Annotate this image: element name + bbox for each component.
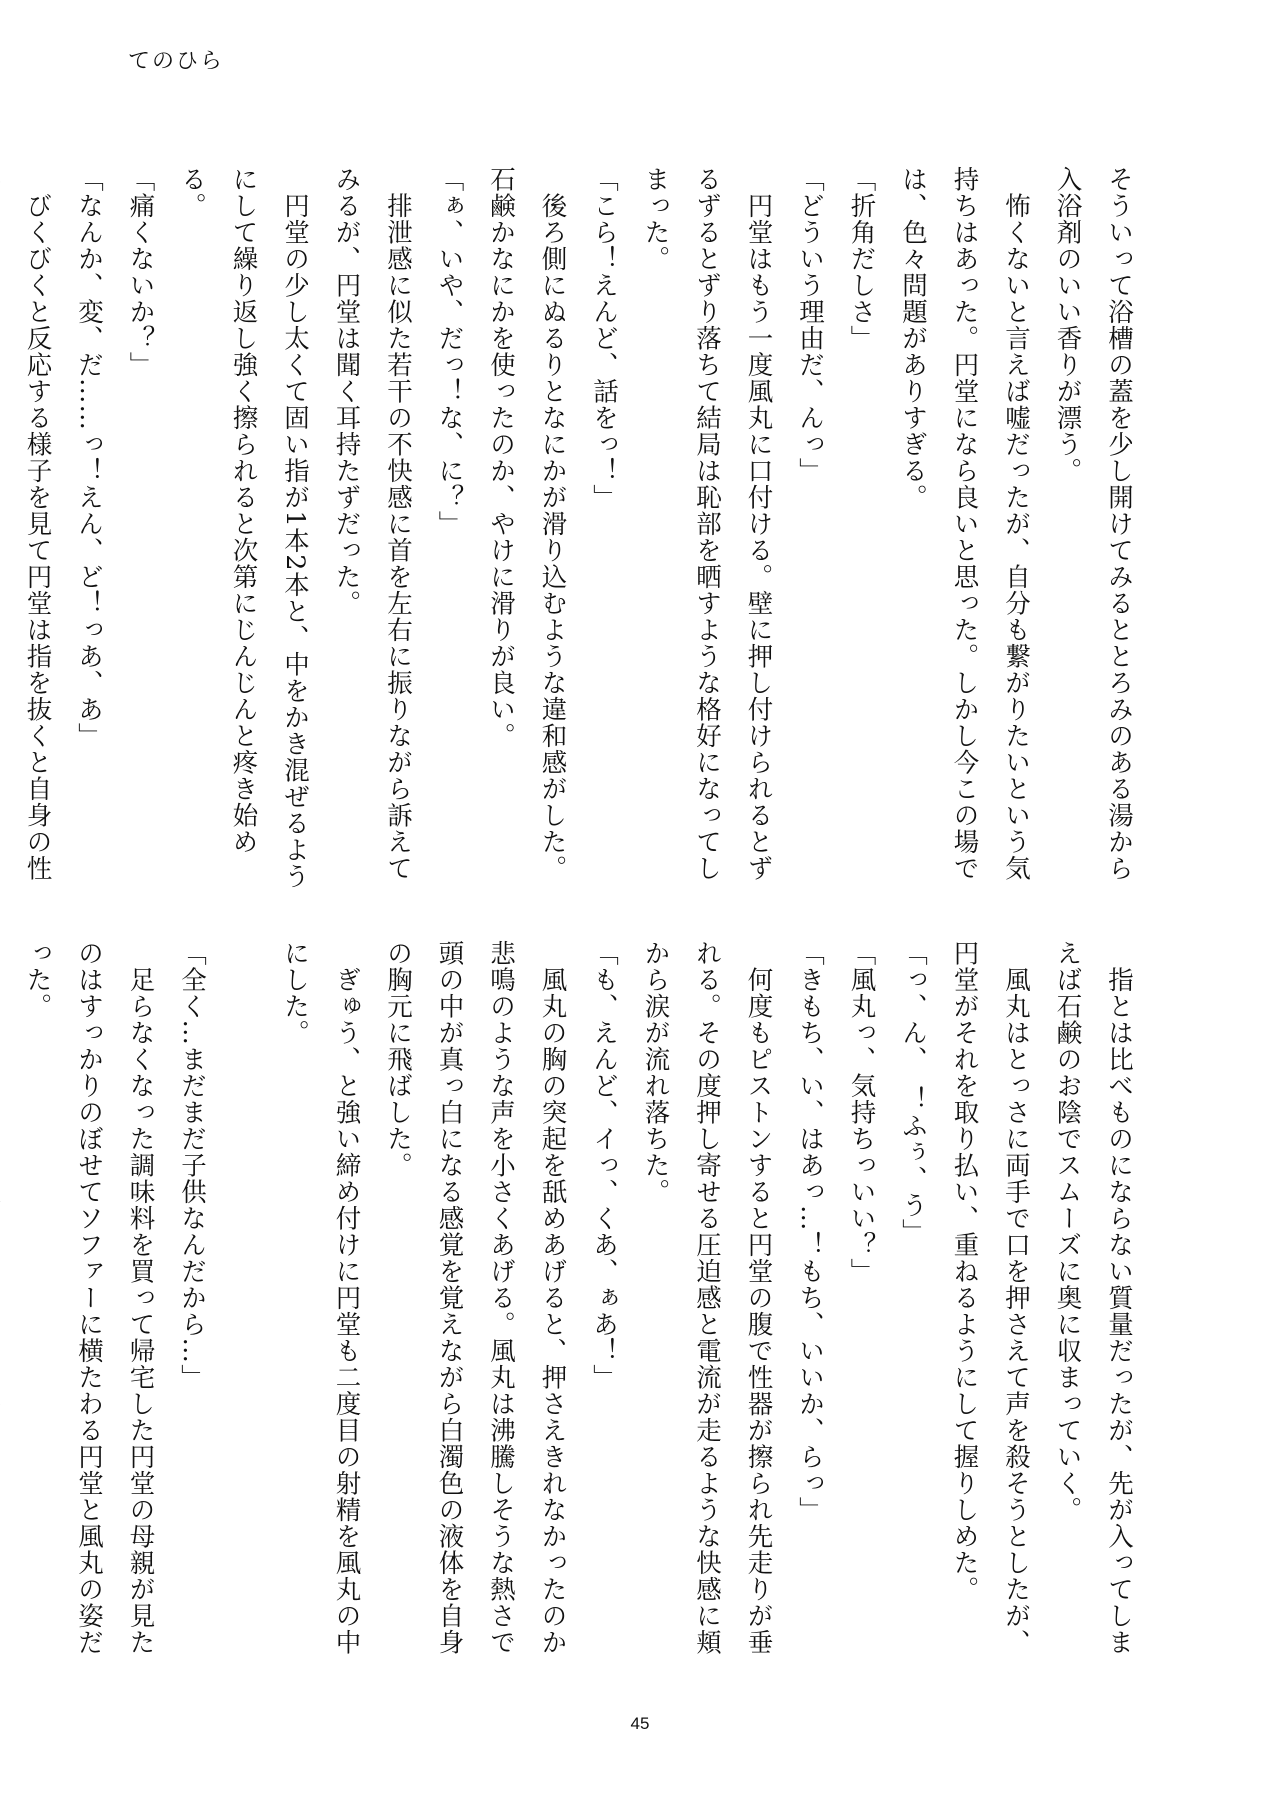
running-header-title: てのひら xyxy=(128,49,225,74)
page-number: 45 xyxy=(630,1714,650,1733)
upper-text-block: そういって浴槽の蓋を少し開けてみるととろみのある湯から入浴剤のいい香りが漂う。 怖くないと言えば嘘だったが、自分も繋がりたいという気持ちはあった。円堂になら良いと思った。しかし今この場では、色々問題がありすぎる。 「折角だしさ」 「どういう理由だ、んっ」 円堂はもう一度風丸に口付ける。壁に押し付けられるとずるずるとずり落ちて結局は恥部を晒すような格好になってしまった。 「こら！えんど、話をっ！」 後ろ側にぬるりとなにかが滑り込むような違和感がした。石鹸かなにかを使ったのか、やけに滑りが良い。 「ぁ、いや、だっ！な、に？」 排泄感に似た若干の不快感に首を左右に振りながら訴えてみるが、円堂は聞く耳持たずだった。 円堂の少し太くて固い指が1本2本と、中をかき混ぜるようにして繰り返し強く擦られると次第にじんじんと疼き始める。 「痛くないか？」 「なんか、変、だ……っ！えん、ど！っあ、あ」 びくびくと反応する様子を見て円堂は指を抜くと自身の性 xyxy=(22,166,1134,890)
lower-text-block: 指とは比べものにならない質量だったが、先が入ってしまえば石鹸のお陰でスムーズに奥に収まっていく。 風丸はとっさに両手で口を押さえて声を殺そうとしたが、円堂がそれを取り払い、重ねるようにして握りしめた。 「っ、ん、 ！ふぅ、う」 「風丸っ、気持ちっいい？」 「きもち、い、はあっ…！もち、いいか、らっ」 何度もピストンすると円堂の腹で性器が擦られ先走りが垂れる。その度押し寄せる圧迫感と電流が走るような快感に頬から涙が流れ落ちた。 「も、えんど、イっ、くあ、ぁあ！」 風丸の胸の突起を舐めあげると、押さえきれなかったのか悲鳴のような声を小さくあげる。風丸は沸騰しそうな熱さで頭の中が真っ白になる感覚を覚えながら白濁色の液体を自身の胸元に飛ばした。 ぎゅう、と強い締め付けに円堂も二度目の射精を風丸の中にした。 「全く…まだまだ子供なんだから…」 足らなくなった調味料を買って帰宅した円堂の母親が見たのはすっかりのぼせてソファーに横たわる円堂と風丸の姿だった。 xyxy=(22,940,1134,1656)
